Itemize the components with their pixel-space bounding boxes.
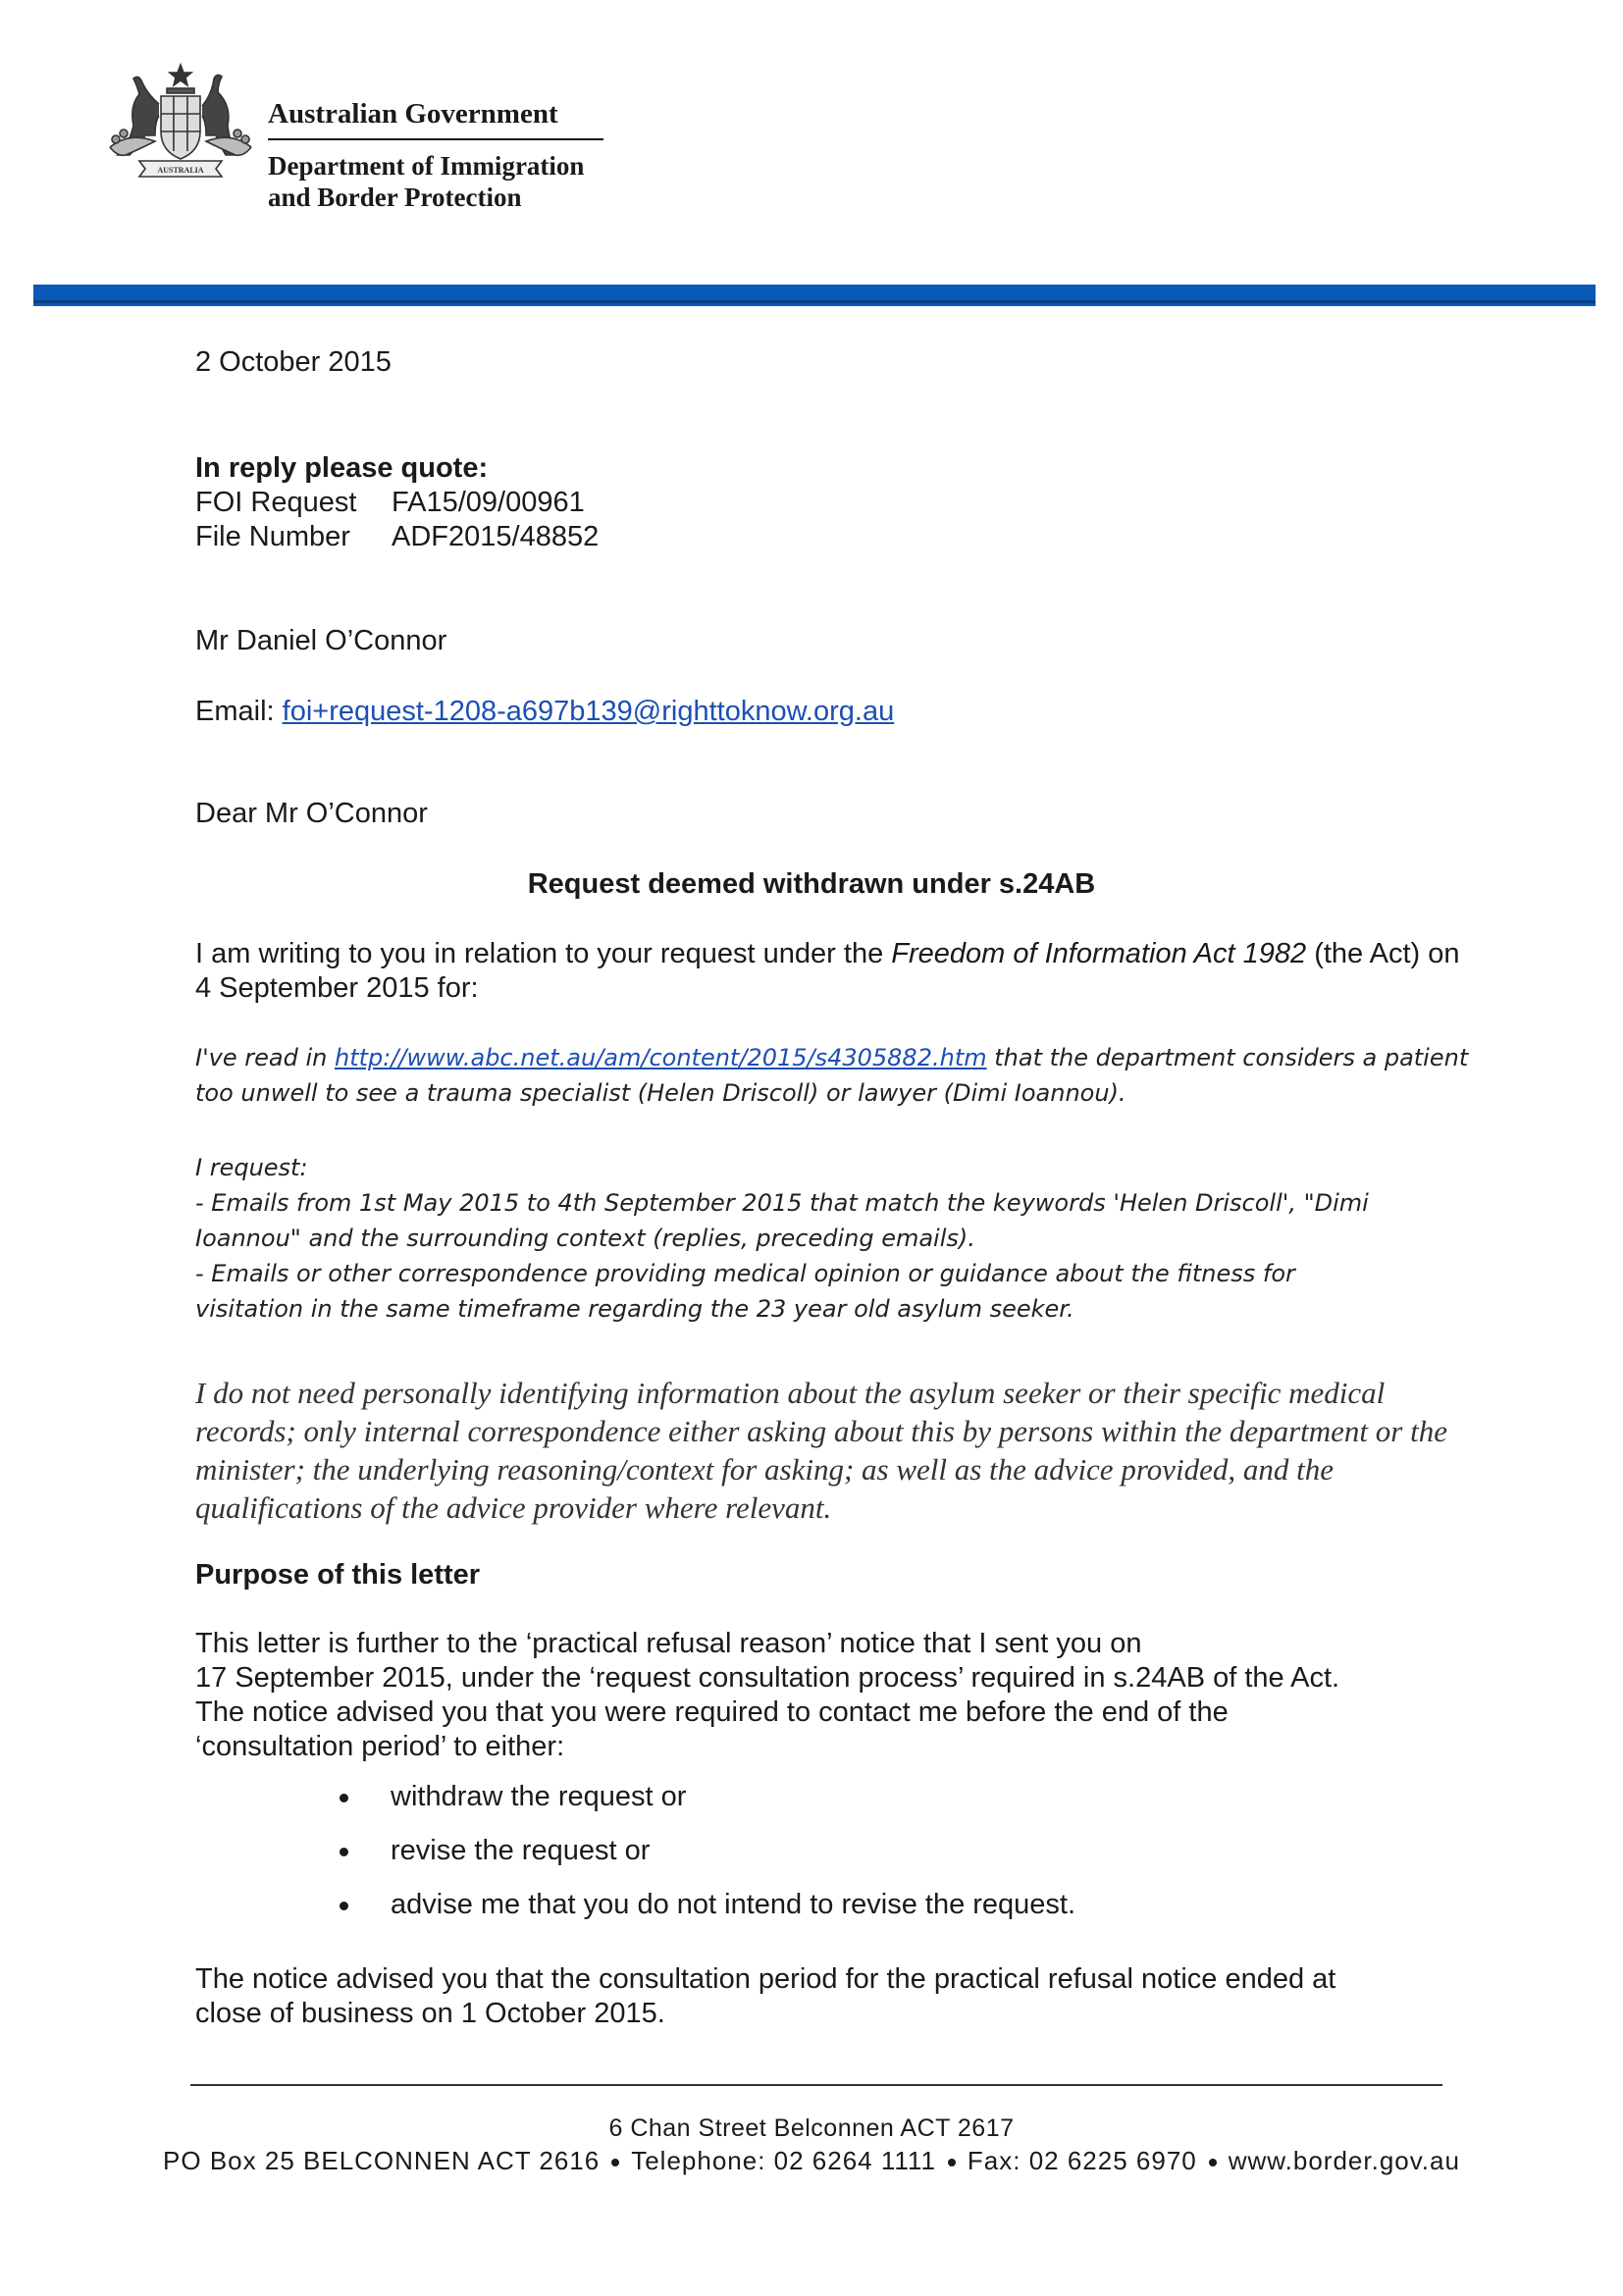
- bullet-icon: [340, 1848, 348, 1856]
- list-item-text: advise me that you do not intend to revise the request.: [391, 1889, 1076, 1920]
- list-item-text: withdraw the request or: [391, 1781, 687, 1812]
- email-link[interactable]: foi+request-1208-a697b139@righttoknow.org.au: [282, 696, 895, 727]
- footer-telephone: Telephone: 02 6264 1111: [631, 2146, 936, 2175]
- separator-dot-icon: [1209, 2159, 1217, 2166]
- request-line: visitation in the same timeframe regarding the 23 year old asylum seeker.: [195, 1295, 1074, 1323]
- file-number-reference: [195, 520, 599, 554]
- intro-paragraph: [195, 937, 1461, 1006]
- title-divider: [268, 138, 603, 140]
- bullet-icon: [340, 1902, 348, 1910]
- paragraph-line: 17 September 2015, under the ‘request consultation process’ required in s.24AB of the Act.: [195, 1662, 1340, 1694]
- request-line: I request:: [195, 1154, 308, 1181]
- paragraph-line: close of business on 1 October 2015.: [195, 1998, 665, 2029]
- request-quote-paragraph-2: [195, 1150, 1471, 1327]
- department-name-line2: and Border Protection: [268, 183, 522, 212]
- paragraph-line: The notice advised you that the consultation period for the practical refusal notice ended at: [195, 1963, 1336, 1995]
- list-item: [334, 1780, 1075, 1834]
- foi-request-reference: [195, 486, 585, 520]
- addressee-email: [195, 695, 894, 729]
- crest-banner-text: AUSTRALIA: [157, 166, 204, 175]
- request-quote-paragraph-1: [195, 1040, 1471, 1111]
- department-name-line1: Department of Immigration: [268, 151, 585, 181]
- foi-request-label: FOI Request: [195, 487, 357, 518]
- list-item-text: revise the request or: [391, 1835, 651, 1866]
- request-line: - Emails from 1st May 2015 to 4th September 2015 that match the keywords 'Helen Driscoll', "Dimi: [195, 1189, 1369, 1217]
- quote-text-start: I've read in: [195, 1044, 335, 1071]
- paragraph-line: This letter is further to the ‘practical refusal reason’ notice that I sent you on: [195, 1628, 1142, 1659]
- government-title: Australian Government: [268, 98, 558, 130]
- bullet-icon: [340, 1794, 348, 1802]
- letter-date: 2 October 2015: [195, 346, 392, 378]
- consultation-ended-paragraph: [195, 1962, 1461, 2031]
- abc-article-link[interactable]: http://www.abc.net.au/am/content/2015/s4305882.htm: [334, 1044, 987, 1071]
- intro-text-end: (the Act) on 4 September 2015 for:: [195, 938, 1460, 1004]
- email-label: Email:: [195, 696, 275, 727]
- quote-text-end: that the department considers a patient too unwell to see a trauma specialist (Helen Driscoll) or lawyer (Dimi Ioannou).: [195, 1044, 1469, 1107]
- footer-divider: [190, 2084, 1442, 2086]
- australian-coat-of-arms-icon: [90, 61, 267, 188]
- further-paragraph: [195, 1627, 1461, 1764]
- request-line: Ioannou" and the surrounding context (replies, preceding emails).: [195, 1225, 975, 1252]
- intro-text-start: I am writing to you in relation to your request under the: [195, 938, 892, 969]
- act-title: Freedom of Information Act 1982: [891, 938, 1307, 969]
- list-item: [334, 1888, 1075, 1942]
- letter-subject: Request deemed withdrawn under s.24AB: [527, 868, 1096, 900]
- footer-po-box: PO Box 25 BELCONNEN ACT 2616: [163, 2146, 601, 2175]
- foi-request-number: FA15/09/00961: [392, 487, 585, 518]
- footer-website[interactable]: www.border.gov.au: [1228, 2146, 1460, 2175]
- salutation: Dear Mr O’Connor: [195, 798, 428, 829]
- footer-fax: Fax: 02 6225 6970: [967, 2146, 1197, 2175]
- paragraph-line: ‘consultation period’ to either:: [195, 1731, 565, 1762]
- footer-street-address: 6 Chan Street Belconnen ACT 2617: [608, 2114, 1015, 2142]
- file-number-label: File Number: [195, 521, 350, 552]
- request-quote-paragraph-3: I do not need personally identifying information about the asylum seeker or their specific medical records; only internal correspondence either asking about this by persons within the department or the minister; the underlying reasoning/context for asking; as well as the advice provided, and the qualifications of the advice provider where relevant.: [195, 1376, 1447, 1525]
- reply-quote-heading: In reply please quote:: [195, 452, 489, 484]
- paragraph-line: The notice advised you that you were required to contact me before the end of the: [195, 1696, 1229, 1728]
- separator-dot-icon: [948, 2159, 956, 2166]
- separator-dot-icon: [611, 2159, 619, 2166]
- request-line: - Emails or other correspondence providing medical opinion or guidance about the fitness for: [195, 1260, 1295, 1287]
- options-list: [334, 1780, 1075, 1942]
- purpose-heading: Purpose of this letter: [195, 1559, 481, 1591]
- addressee-name: Mr Daniel O’Connor: [195, 625, 447, 656]
- header-band: [33, 285, 1596, 306]
- file-number-value: ADF2015/48852: [392, 521, 600, 552]
- footer-contact-line: [0, 2146, 1623, 2176]
- list-item: [334, 1834, 1075, 1888]
